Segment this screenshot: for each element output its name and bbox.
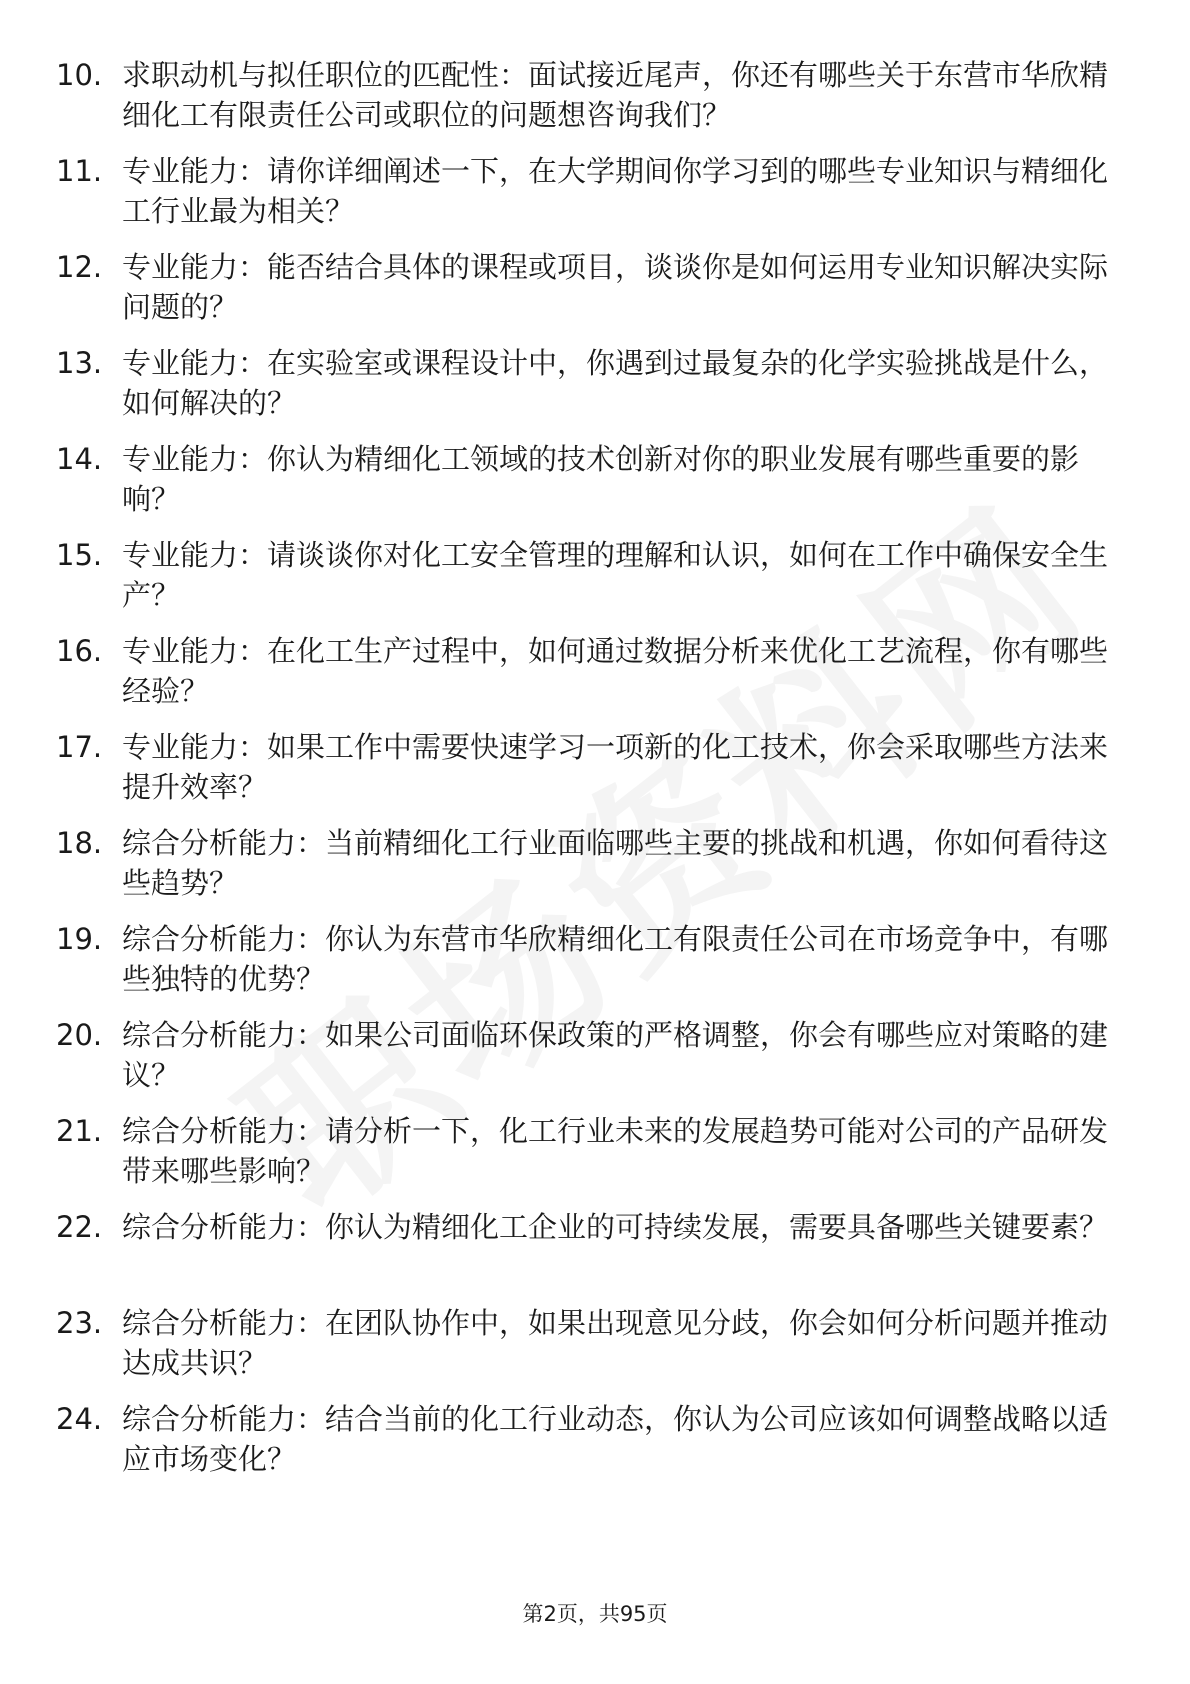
question-list (56, 55, 1116, 1495)
question-item-22 (56, 1207, 1116, 1303)
question-item-19 (56, 919, 1116, 1015)
question-number: 14. (56, 442, 103, 476)
question-number: 13. (56, 346, 103, 380)
question-text: 综合分析能力：如果公司面临环保政策的严格调整，你会有哪些应对策略的建议？ (122, 1018, 1109, 1092)
question-item-20 (56, 1015, 1116, 1111)
question-number: 16. (56, 634, 103, 668)
question-number: 10. (56, 58, 103, 92)
question-number: 15. (56, 538, 103, 572)
question-item-23 (56, 1303, 1116, 1399)
question-item-17 (56, 727, 1116, 823)
question-number: 12. (56, 250, 103, 284)
question-text: 综合分析能力：你认为东营市华欣精细化工有限责任公司在市场竞争中，有哪些独特的优势？ (122, 922, 1109, 996)
question-text: 专业能力：在实验室或课程设计中，你遇到过最复杂的化学实验挑战是什么，如何解决的？ (122, 346, 1109, 420)
question-number: 24. (56, 1402, 103, 1436)
question-number: 21. (56, 1114, 103, 1148)
question-item-24 (56, 1399, 1116, 1495)
question-item-11 (56, 151, 1116, 247)
question-text: 综合分析能力：结合当前的化工行业动态，你认为公司应该如何调整战略以适应市场变化？ (122, 1402, 1109, 1476)
question-text: 专业能力：你认为精细化工领域的技术创新对你的职业发展有哪些重要的影响？ (122, 442, 1080, 516)
question-text: 求职动机与拟任职位的匹配性：面试接近尾声，你还有哪些关于东营市华欣精细化工有限责任公司或职位的问题想咨询我们？ (122, 58, 1109, 132)
question-item-12 (56, 247, 1116, 343)
question-number: 11. (56, 154, 103, 188)
question-text: 专业能力：请你详细阐述一下，在大学期间你学习到的哪些专业知识与精细化工行业最为相关？ (122, 154, 1109, 228)
question-item-14 (56, 439, 1116, 535)
question-number: 19. (56, 922, 103, 956)
question-text: 综合分析能力：请分析一下，化工行业未来的发展趋势可能对公司的产品研发带来哪些影响？ (122, 1114, 1109, 1188)
question-text: 综合分析能力：当前精细化工行业面临哪些主要的挑战和机遇，你如何看待这些趋势？ (122, 826, 1109, 900)
question-item-10 (56, 55, 1116, 151)
question-number: 23. (56, 1306, 103, 1340)
question-number: 17. (56, 730, 103, 764)
question-text: 综合分析能力：你认为精细化工企业的可持续发展，需要具备哪些关键要素？ (122, 1210, 1109, 1244)
question-item-15 (56, 535, 1116, 631)
question-text: 专业能力：在化工生产过程中，如何通过数据分析来优化工艺流程，你有哪些经验？ (122, 634, 1109, 708)
question-number: 18. (56, 826, 103, 860)
question-item-13 (56, 343, 1116, 439)
question-text: 专业能力：如果工作中需要快速学习一项新的化工技术，你会采取哪些方法来提升效率？ (122, 730, 1109, 804)
question-number: 22. (56, 1210, 103, 1244)
question-text: 综合分析能力：在团队协作中，如果出现意见分歧，你会如何分析问题并推动达成共识？ (122, 1306, 1109, 1380)
question-item-18 (56, 823, 1116, 919)
question-item-16 (56, 631, 1116, 727)
page-footer (0, 1600, 1190, 1628)
question-item-21 (56, 1111, 1116, 1207)
question-text: 专业能力：能否结合具体的课程或项目，谈谈你是如何运用专业知识解决实际问题的？ (122, 250, 1109, 324)
page-number-label: 第2页，共95页 (522, 1602, 668, 1626)
question-text: 专业能力：请谈谈你对化工安全管理的理解和认识，如何在工作中确保安全生产？ (122, 538, 1109, 612)
question-number: 20. (56, 1018, 103, 1052)
